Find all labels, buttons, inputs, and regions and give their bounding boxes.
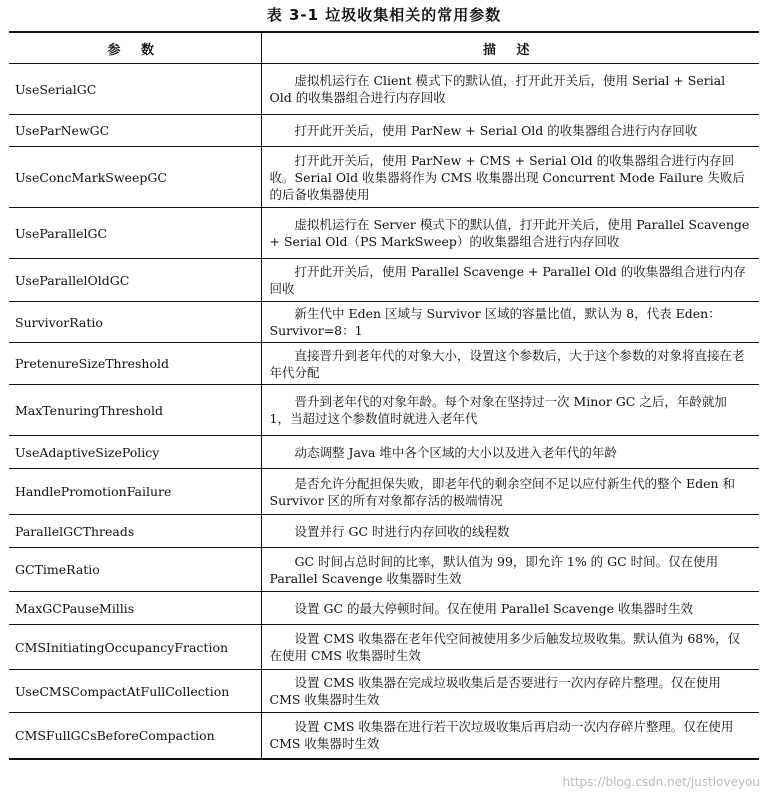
param-description: GC 时间占总时间的比率，默认值为 99，即允许 1% 的 GC 时间。仅在使用 Parallel Scavenge 收集器时生效 xyxy=(261,548,759,592)
param-name: MaxTenuringThreshold xyxy=(9,385,261,436)
param-description: 动态调整 Java 堆中各个区域的大小以及进入老年代的年龄 xyxy=(261,436,759,469)
param-description: 虚拟机运行在 Server 模式下的默认值，打开此开关后，使用 Parallel Scavenge + Serial Old（PS MarkSweep）的收集器组合进行内存回收 xyxy=(261,208,759,259)
param-name: UseSerialGC xyxy=(9,64,261,115)
param-description: 打开此开关后，使用 ParNew + Serial Old 的收集器组合进行内存回收 xyxy=(261,115,759,147)
param-description: 打开此开关后，使用 ParNew + CMS + Serial Old 的收集器组合进行内存回收。Serial Old 收集器将作为 CMS 收集器出现 Concurrent Mode Failure 失败后的后备收集器使用 xyxy=(261,147,759,208)
param-description: 虚拟机运行在 Client 模式下的默认值，打开此开关后，使用 Serial + Serial Old 的收集器组合进行内存回收 xyxy=(261,64,759,115)
param-description: 是否允许分配担保失败，即老年代的剩余空间不足以应付新生代的整个 Eden 和 Survivor 区的所有对象都存活的极端情况 xyxy=(261,469,759,515)
table-body xyxy=(9,64,759,759)
gc-parameters-table xyxy=(9,31,759,760)
param-description: 设置 CMS 收集器在老年代空间被使用多少后触发垃圾收集。默认值为 68%，仅在使用 CMS 收集器时生效 xyxy=(261,625,759,670)
table-header-row xyxy=(9,32,759,64)
table-row xyxy=(9,469,759,515)
param-name: MaxGCPauseMillis xyxy=(9,592,261,625)
param-name: ParallelGCThreads xyxy=(9,515,261,548)
table-row xyxy=(9,713,759,759)
table-row xyxy=(9,548,759,592)
watermark-text: https://blog.csdn.net/justloveyou xyxy=(562,775,760,789)
param-name: UseAdaptiveSizePolicy xyxy=(9,436,261,469)
table-row xyxy=(9,259,759,302)
param-name: SurvivorRatio xyxy=(9,302,261,343)
table-row xyxy=(9,147,759,208)
table-row xyxy=(9,302,759,343)
table-row xyxy=(9,115,759,147)
param-name: UseParallelGC xyxy=(9,208,261,259)
table-row xyxy=(9,592,759,625)
param-name: CMSInitiatingOccupancyFraction xyxy=(9,625,261,670)
param-name: GCTimeRatio xyxy=(9,548,261,592)
param-description: 新生代中 Eden 区域与 Survivor 区域的容量比值，默认为 8，代表 Eden：Survivor=8：1 xyxy=(261,302,759,343)
param-name: UseConcMarkSweepGC xyxy=(9,147,261,208)
table-row xyxy=(9,64,759,115)
param-description: 设置并行 GC 时进行内存回收的线程数 xyxy=(261,515,759,548)
header-desc: 描 述 xyxy=(261,32,759,64)
param-name: CMSFullGCsBeforeCompaction xyxy=(9,713,261,759)
header-param: 参 数 xyxy=(9,32,261,64)
param-description: 设置 CMS 收集器在进行若干次垃圾收集后再启动一次内存碎片整理。仅在使用 CMS 收集器时生效 xyxy=(269,719,734,752)
param-name: HandlePromotionFailure xyxy=(9,469,261,515)
table-row xyxy=(9,208,759,259)
param-name: PretenureSizeThreshold xyxy=(9,343,261,385)
table-row xyxy=(9,343,759,385)
param-description: 设置 GC 的最大停顿时间。仅在使用 Parallel Scavenge 收集器时生效 xyxy=(261,592,759,625)
table-caption: 表 3-1 垃圾收集相关的常用参数 xyxy=(266,6,502,24)
param-description: 晋升到老年代的对象年龄。每个对象在坚持过一次 Minor GC 之后，年龄就加 1，当超过这个参数值时就进入老年代 xyxy=(261,385,759,436)
param-name: UseParallelOldGC xyxy=(9,259,261,302)
param-description: 设置 CMS 收集器在完成垃圾收集后是否要进行一次内存碎片整理。仅在使用 CMS 收集器时生效 xyxy=(261,670,759,713)
table-row xyxy=(9,385,759,436)
param-description: 打开此开关后，使用 Parallel Scavenge + Parallel Old 的收集器组合进行内存回收 xyxy=(261,259,759,302)
table-row xyxy=(9,625,759,670)
param-name: UseParNewGC xyxy=(9,115,261,147)
param-description: 直接晋升到老年代的对象大小，设置这个参数后，大于这个参数的对象将直接在老年代分配 xyxy=(261,343,759,385)
param-name: UseCMSCompactAtFullCollection xyxy=(9,670,261,713)
table-row xyxy=(9,670,759,713)
table-row xyxy=(9,515,759,548)
table-row xyxy=(9,436,759,469)
